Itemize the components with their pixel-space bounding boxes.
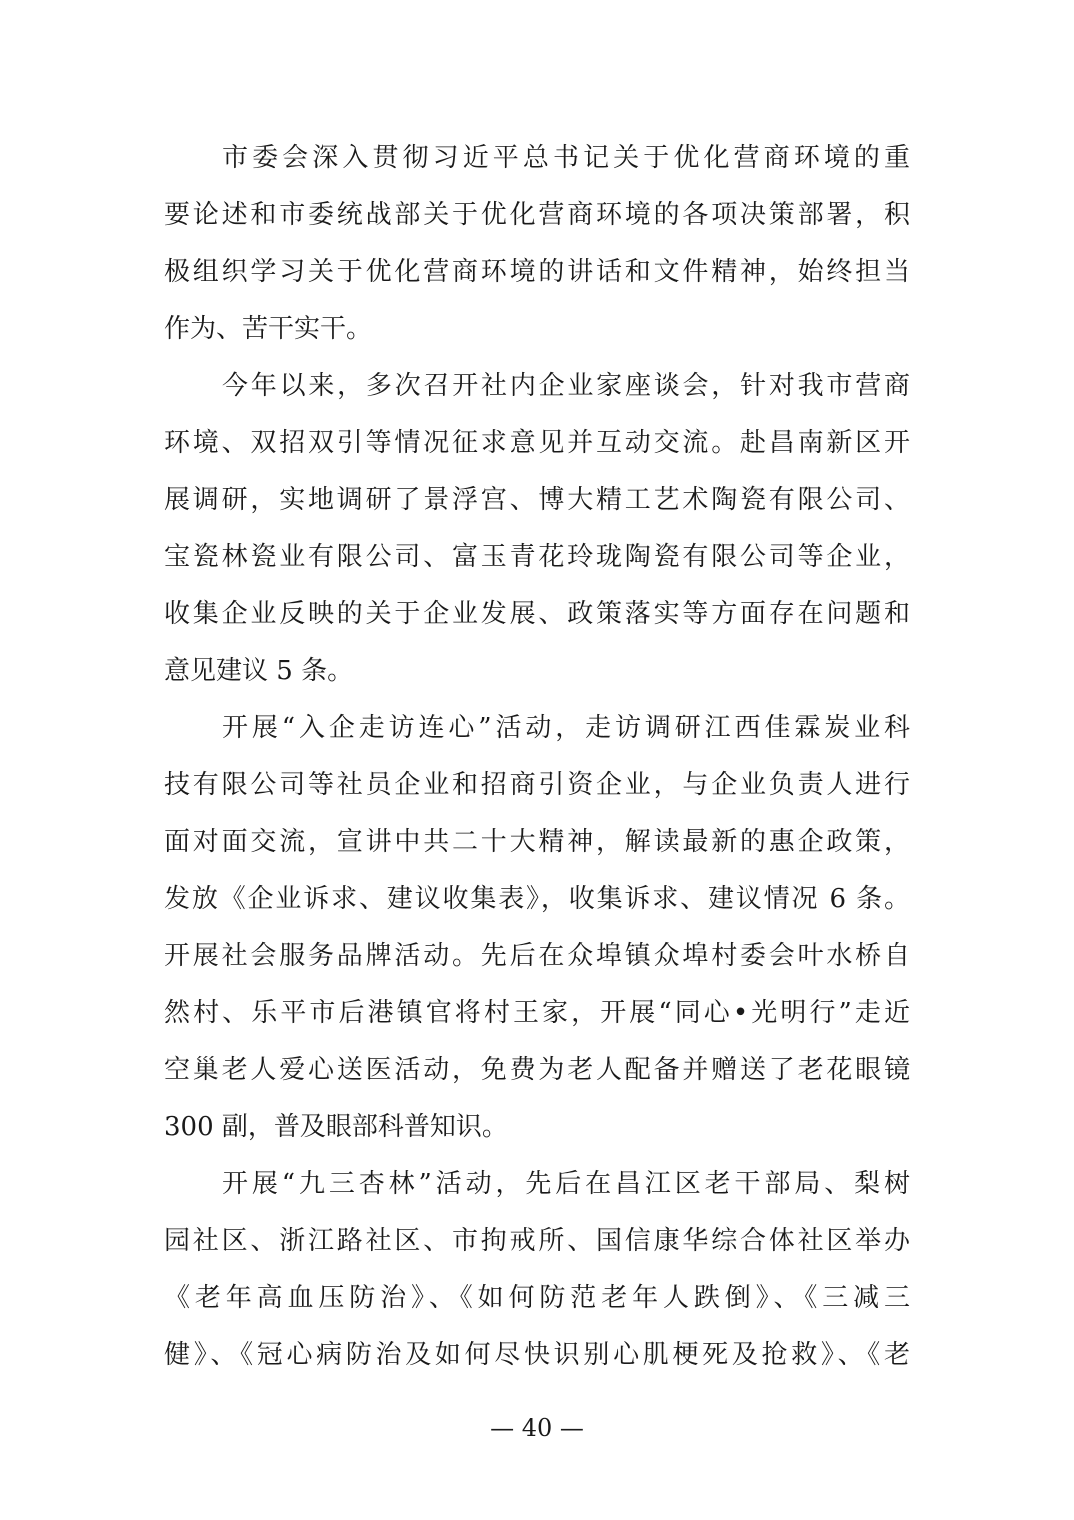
paragraph-4-line-3: 《老年高血压防治》、《如何防范老年人跌倒》、《三减三 xyxy=(164,1283,910,1313)
page-number: — 40 — xyxy=(490,1414,584,1442)
paragraph-1-line-2: 要论述和市委统战部关于优化营商环境的各项决策部署，积 xyxy=(164,200,910,230)
paragraph-1-line-3: 极组织学习关于优化营商环境的讲话和文件精神，始终担当 xyxy=(164,257,910,287)
paragraph-4-line-1: 开展“九三杏林”活动，先后在昌江区老干部局、梨树 xyxy=(222,1169,910,1199)
paragraph-1-line-4: 作为、苦干实干。 xyxy=(164,314,373,344)
paragraph-4-line-4: 健》、《冠心病防治及如何尽快识别心肌梗死及抢救》、《老 xyxy=(164,1340,910,1370)
paragraph-3-line-2: 技有限公司等社员企业和招商引资企业，与企业负责人进行 xyxy=(164,770,910,800)
paragraph-3-line-6: 然村、乐平市后港镇官将村王家，开展“同心•光明行”走近 xyxy=(164,998,910,1028)
paragraph-2-line-4: 宝瓷林瓷业有限公司、富玉青花玲珑陶瓷有限公司等企业， xyxy=(164,542,910,572)
paragraph-3-line-1: 开展“入企走访连心”活动，走访调研江西佳霖炭业科 xyxy=(222,713,910,743)
paragraph-2-line-3: 展调研，实地调研了景浮宫、博大精工艺术陶瓷有限公司、 xyxy=(164,485,910,515)
paragraph-3-line-7: 空巢老人爱心送医活动，免费为老人配备并赠送了老花眼镜 xyxy=(164,1055,910,1085)
paragraph-2-line-5: 收集企业反映的关于企业发展、政策落实等方面存在问题和 xyxy=(164,599,910,629)
paragraph-3-line-3: 面对面交流，宣讲中共二十大精神，解读最新的惠企政策， xyxy=(164,827,910,857)
paragraph-2-line-1: 今年以来，多次召开社内企业家座谈会，针对我市营商 xyxy=(222,371,910,401)
paragraph-1-line-1: 市委会深入贯彻习近平总书记关于优化营商环境的重 xyxy=(222,143,910,173)
paragraph-3-line-8: 300 副，普及眼部科普知识。 xyxy=(164,1112,508,1142)
paragraph-2-line-6: 意见建议 5 条。 xyxy=(164,656,354,686)
paragraph-4-line-2: 园社区、浙江路社区、市拘戒所、国信康华综合体社区举办 xyxy=(164,1226,910,1256)
paragraph-3-line-5: 开展社会服务品牌活动。先后在众埠镇众埠村委会叶水桥自 xyxy=(164,941,910,971)
paragraph-3-line-4: 发放《企业诉求、建议收集表》，收集诉求、建议情况 6 条。 xyxy=(164,884,910,914)
paragraph-2-line-2: 环境、双招双引等情况征求意见并互动交流。赴昌南新区开 xyxy=(164,428,910,458)
